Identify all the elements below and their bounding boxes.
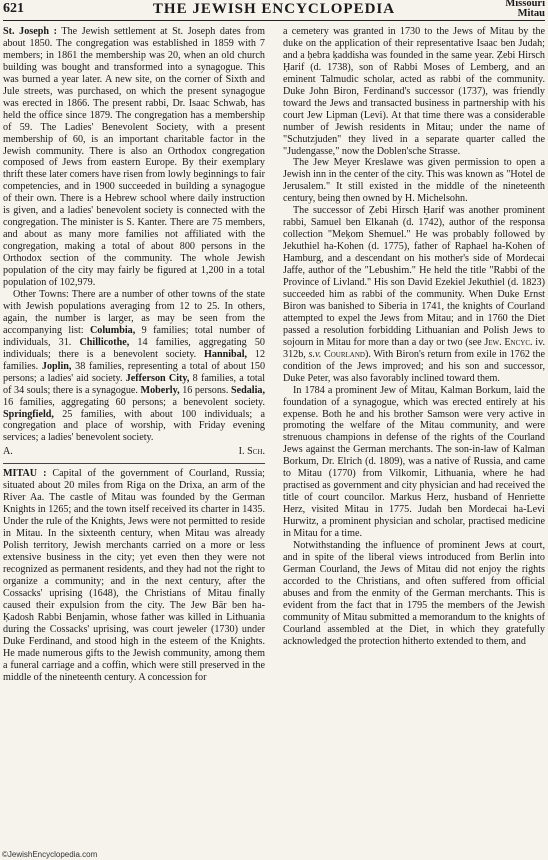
paragraph-successor-text: The successor of Ẓebi Hirsch Ḥarif was another prominent rabbi, Samuel ben Elkanah (d. 1742), author of the responsa collection "Meḳom Shemuel." He was probably followed by Jekuthiel ha-Kohen (d. 1775), father of Raphael ha-Kohen of Hamburg, and a descendant on his mother's side of Mordecai Jaffe, author of the "Lebushim." He held the title "Rabbi of the Province of Livland." His son David Ezekiel Jekuthiel (d. 1823) succeeded him as rabbi of the community. When Duke Ernst Biron was banished to Siberia in 1741, the knights of Courland attempted to expel the Jews from Mitau; and in 1760 the Diet passed a resolution forbidding Lithuanian and Polish Jews to sojourn in Mitau for more than a day or two (see (283, 205, 545, 348)
st-joseph-text: The Jewish settlement at St. Joseph dates from about 1850. The congregation was established in 1859 with 7 members; in 1861 the membership was 20, when an old church building was bought and transformed into a synagogue. This was burned a year later. A new site, on the corner of Sixth and Jule streets, was purchased, on which the present synagogue was erected in 1866. The present rabbi, Dr. Isaac Schwab, has held the office since 1879. The congregation has a membership of 59. The Ladies' Benevolent Society, with a present membership of 60, is an important charitable factor in the Jewish community. There is also an Orthodox congregation composed of Jews from eastern Europe. By their exemplary thrift these later comers have risen from lowly beginnings to fair competencies, and in 1900 succeeded in building a synagogue of their own. There is a Hebrew school where daily instruction is given, and a ladies' benevolent society is connected with the congregation. The minister is S. Kanter. There are 75 members, and about as many more families not affiliated with the congregation, making a total of about 800 persons in the Orthodox section of the community. The whole Jewish population of the city may fairly be figured at 1,200 in a total population of 102,979. (3, 26, 265, 289)
other-towns-section (3, 289, 265, 444)
cross-reference-encyc[interactable]: Jew. Encyc. (484, 336, 533, 348)
mitau-text: Capital of the government of Courland, Russia; situated about 20 miles from Riga on the Drixa, an arm of the River Aa. The castle of Mitau was founded by the German Knights in 1265; and the town itself received its charter in 1435. Under the rule of the Knights, Jews were not permitted to reside in Mitau. In the sixteenth century, when Mitau was already Polish territory, Jewish merchants carried on a more or less extensive business in the city; yet even then they were not recognized as permanent residents, and they had not the right to organize a community; and in the next century, after the Cossacks' uprising (1648), the Christians of Mitau finally caused their expulsion from the city. The Jew Bär ben ha-Ḳadosh Rabbi Benjamin, whose father was killed in Lithuania during the Cossacks' uprising, was court jeweler (1730) under Duke Ferdinand, and stood high in the esteem of the Knights. He made numerous gifts to the Jewish community, among them a funeral carriage and a coffin, which were still preserved in the middle of the nineteenth century. A concession for (3, 468, 265, 683)
mitau-heading: MITAU : (3, 468, 47, 480)
footer-credit[interactable]: ©JewishEncyclopedia.com (2, 850, 98, 859)
page-header (0, 0, 548, 20)
running-title: THE JEWISH ENCYCLOPEDIA (152, 1, 396, 17)
paragraph-abuses: Notwithstanding the influence of prominent Jews at court, and in spite of the liberal views introduced from Berlin into German Courland, the Jews of Mitau did not enjoy the rights accorded to the Christians, and often suffered from official abuses and from the enmity of the German merchants. This is evident from the fact that in 1795 the members of the Jewish community of Mitau submitted a memorandum to the knights of Courland assembled at the Diet, in which they gratefully acknowledged the protection hitherto extended to them, and (283, 539, 545, 647)
town-springfield: Springfield, (3, 408, 54, 420)
left-column (3, 26, 265, 683)
signature-right: I. Sch. (238, 446, 265, 458)
running-head-first: Missouri (505, 0, 545, 9)
cross-reference-page: iv. 312b, (283, 336, 546, 360)
paragraph-borkum: In 1784 a prominent Jew of Mitau, Kalman Borkum, laid the foundation of a synagogue, which was erected entirely at his expense. Both he and his brother Samson were very active in promoting the welfare of the Mitau community, and were strenuous champions in defense of the rights of the Courland Jews against the German merchants. The son-in-law of Kalman Borkum, Dr. Elrich (d. 1809), was a native of Russia, and came to Mitau (1770) from Vilkomir, Lithuania, where he had practised as government and city physician and had received the title of court councilor. Markus Herz, husband of Henriette Herz, visited Mitau in 1775. Judah ben Mordecai ha-Levi Hurwitz, a prominent physician and scholar, practised medicine in Mitau for a time. (283, 384, 545, 540)
running-head-entries (505, 0, 545, 19)
town-columbia: Columbia, (89, 324, 136, 336)
st-joseph-section (3, 26, 265, 289)
town-chillicothe: Chillicothe, (79, 336, 130, 348)
town-chillicothe-text: 14 families, aggregating 50 individuals; there is a benevolent society. (3, 336, 265, 360)
town-moberly-text: 16 persons. (182, 384, 229, 396)
signature-left: A. (3, 446, 13, 458)
article-separator (3, 463, 265, 464)
paragraph-successor (283, 205, 545, 384)
article-signature (3, 446, 265, 458)
running-head-last: Mitau (517, 8, 545, 19)
town-sedalia: Sedalia, (230, 384, 266, 396)
cross-reference-courland[interactable]: Courland (323, 348, 365, 360)
paragraph-cemetery: a cemetery was granted in 1730 to the Jews of Mitau by the duke on the application of their representative Isaac ben Judah; and a ḥebra ḳaddisha was founded in the same year. Ẓebi Hirsch Ḥarif (d. 1738), son of Rabbi Moses of Lemberg, and an eminent Talmudic scholar, acted as rabbi of the community. Duke John Biron, Ferdinand's successor (1737), was friendly toward the Jews and transacted business in partnership with his court Jew Lipman (Levi). At that time there was a considerable number of Jewish residents in Mitau; under the name of "Schutzjuden" they lived in a separate quarter called the "Judengasse," now the Doblen'sche Strasse. (283, 26, 545, 157)
town-jefferson-city: Jefferson City, (125, 372, 190, 384)
page-number: 621 (3, 1, 24, 16)
header-rule (3, 20, 545, 21)
paragraph-kreslawe: The Jew Meyer Kreslawe was given permission to open a Jewish inn in the center of the city. This was known as "Hotel de Jerusalem." It still existed in the middle of the nineteenth century, being then owned by H. Michelsohn. (283, 157, 545, 205)
town-joplin-text: 38 families, representing a total of about 150 persons; a ladies' aid society. (3, 360, 266, 384)
town-hannibal: Hannibal, (204, 348, 248, 360)
cross-reference-sv: s.v. (308, 348, 322, 360)
town-jefferson-city-text: 8 families, a total of 34 souls; there is a synagogue. (3, 372, 266, 396)
right-column (283, 26, 545, 648)
town-joplin: Joplin, (41, 360, 72, 372)
town-springfield-text: 25 families, with about 100 individuals; a congregation and place of worship, with Friday evening services; a ladies' benevolent society. (3, 408, 266, 444)
other-towns-lead: Other Towns: There are a number of other towns of the state with Jewish populations averaging from 12 to 25. In others, again, the number is larger, as may be seen from the accompanying list: (3, 288, 265, 336)
mitau-section (3, 468, 265, 683)
st-joseph-heading: St. Joseph : (3, 26, 57, 37)
town-columbia-text: 9 families; total number of individuals, 31. (3, 324, 265, 348)
paragraph-successor-tail: ). With Biron's return from exile in 1762 the condition of the Jews improved; and his son and successor, Duke Peter, was also favorably inclined toward them. (283, 348, 546, 384)
town-hannibal-text: 12 families. (3, 348, 265, 372)
town-moberly: Moberly, (140, 384, 180, 396)
town-sedalia-text: 16 families, aggregating 60 persons; a benevolent society. (3, 396, 265, 408)
